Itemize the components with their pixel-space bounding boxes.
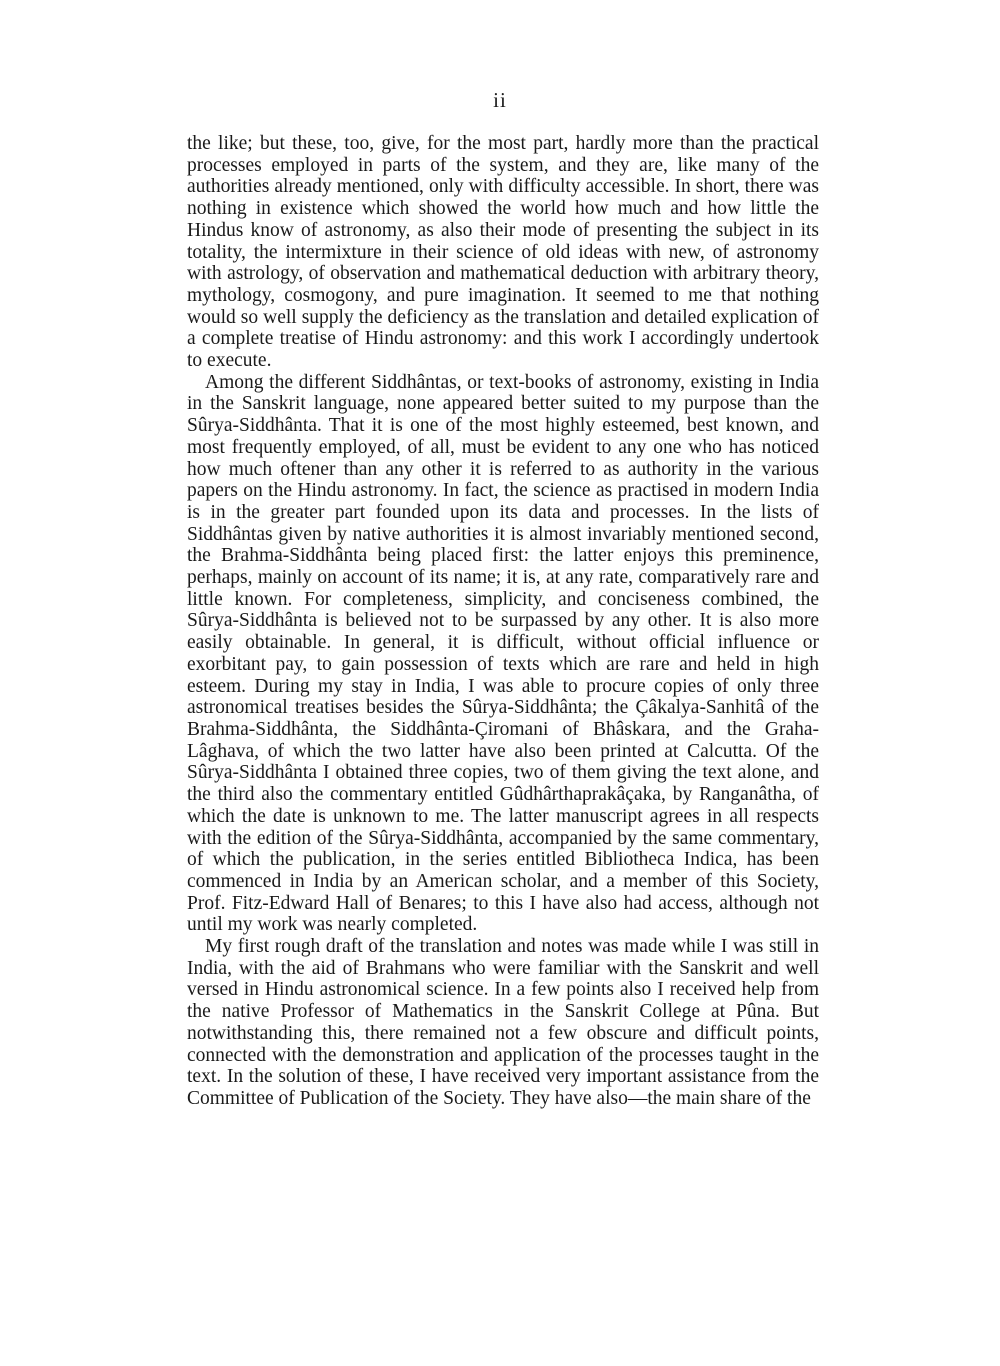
body-text <box>187 133 819 1110</box>
paragraph-first-draft: My first rough draft of the translation and notes was made while I was still in India, with the aid of Brahmans who were familiar with the Sanskrit and well versed in Hindu astronomical science. In a few points also I received help from the native Professor of Mathematics in the Sanskrit College at Pûna. But notwithstanding this, there remained not a few obscure and difficult points, connected with the demonstration and application of the processes taught in the text. In the solution of these, I have received very important assistance from the Committee of Publication of the Society. They have also—the main share of the <box>187 936 819 1109</box>
paragraph-siddhantas: Among the different Siddhântas, or text-books of astronomy, existing in India in the Sanskrit language, none appeared better suited to my purpose than the Sûrya-Siddhânta. That it is one of the most highly esteemed, best known, and most frequently employed, of all, must be evident to any one who has noticed how much oftener than any other it is referred to as authority in the various papers on the Hindu astronomy. In fact, the science as practised in modern India is in the greater part founded upon its data and processes. In the lists of Siddhântas given by native authorities it is almost invariably mentioned second, the Brahma-Siddhânta being placed first: the latter enjoys this preminence, perhaps, mainly on account of its name; it is, at any rate, comparatively rare and little known. For completeness, simplicity, and conciseness combined, the Sûrya-Siddhânta is believed not to be surpassed by any other. It is also more easily obtainable. In general, it is difficult, without official influence or exorbitant pay, to gain possession of texts which are rare and held in high esteem. During my stay in India, I was able to procure copies of only three astronomical treatises besides the Sûrya-Siddhânta; the Çâkalya-Sanhitâ of the Brahma-Siddhânta, the Siddhânta-Çiromani of Bhâskara, and the Graha-Lâghava, of which the two latter have also been printed at Calcutta. Of the Sûrya-Siddhânta I obtained three copies, two of them giving the text alone, and the third also the commentary entitled Gûdhârthaprakâçaka, by Ranganâtha, of which the date is unknown to me. The latter manuscript agrees in all respects with the edition of the Sûrya-Siddhânta, accompanied by the same commentary, of which the publication, in the series entitled Bibliotheca Indica, has been commenced in India by an American scholar, and a member of this Society, Prof. Fitz-Edward Hall of Benares; to this I have also had access, although not until my work was nearly completed. <box>187 371 819 936</box>
paragraph-continuation: the like; but these, too, give, for the most part, hardly more than the practical processes employed in parts of the system, and they are, like many of the authorities already mentioned, only with difficulty accessible. In short, there was nothing in existence which showed the world how much and how little the Hindus know of astronomy, as also their mode of presenting the subject in its totality, the intermixture in their science of old ideas with new, of astronomy with astrology, of observation and mathematical deduction with arbitrary theory, mythology, cosmogony, and pure imagination. It seemed to me that nothing would so well supply the deficiency as the translation and detailed explication of a complete treatise of Hindu astronomy: and this work I accordingly undertook to execute. <box>187 133 819 372</box>
page-number: ii <box>493 88 507 112</box>
